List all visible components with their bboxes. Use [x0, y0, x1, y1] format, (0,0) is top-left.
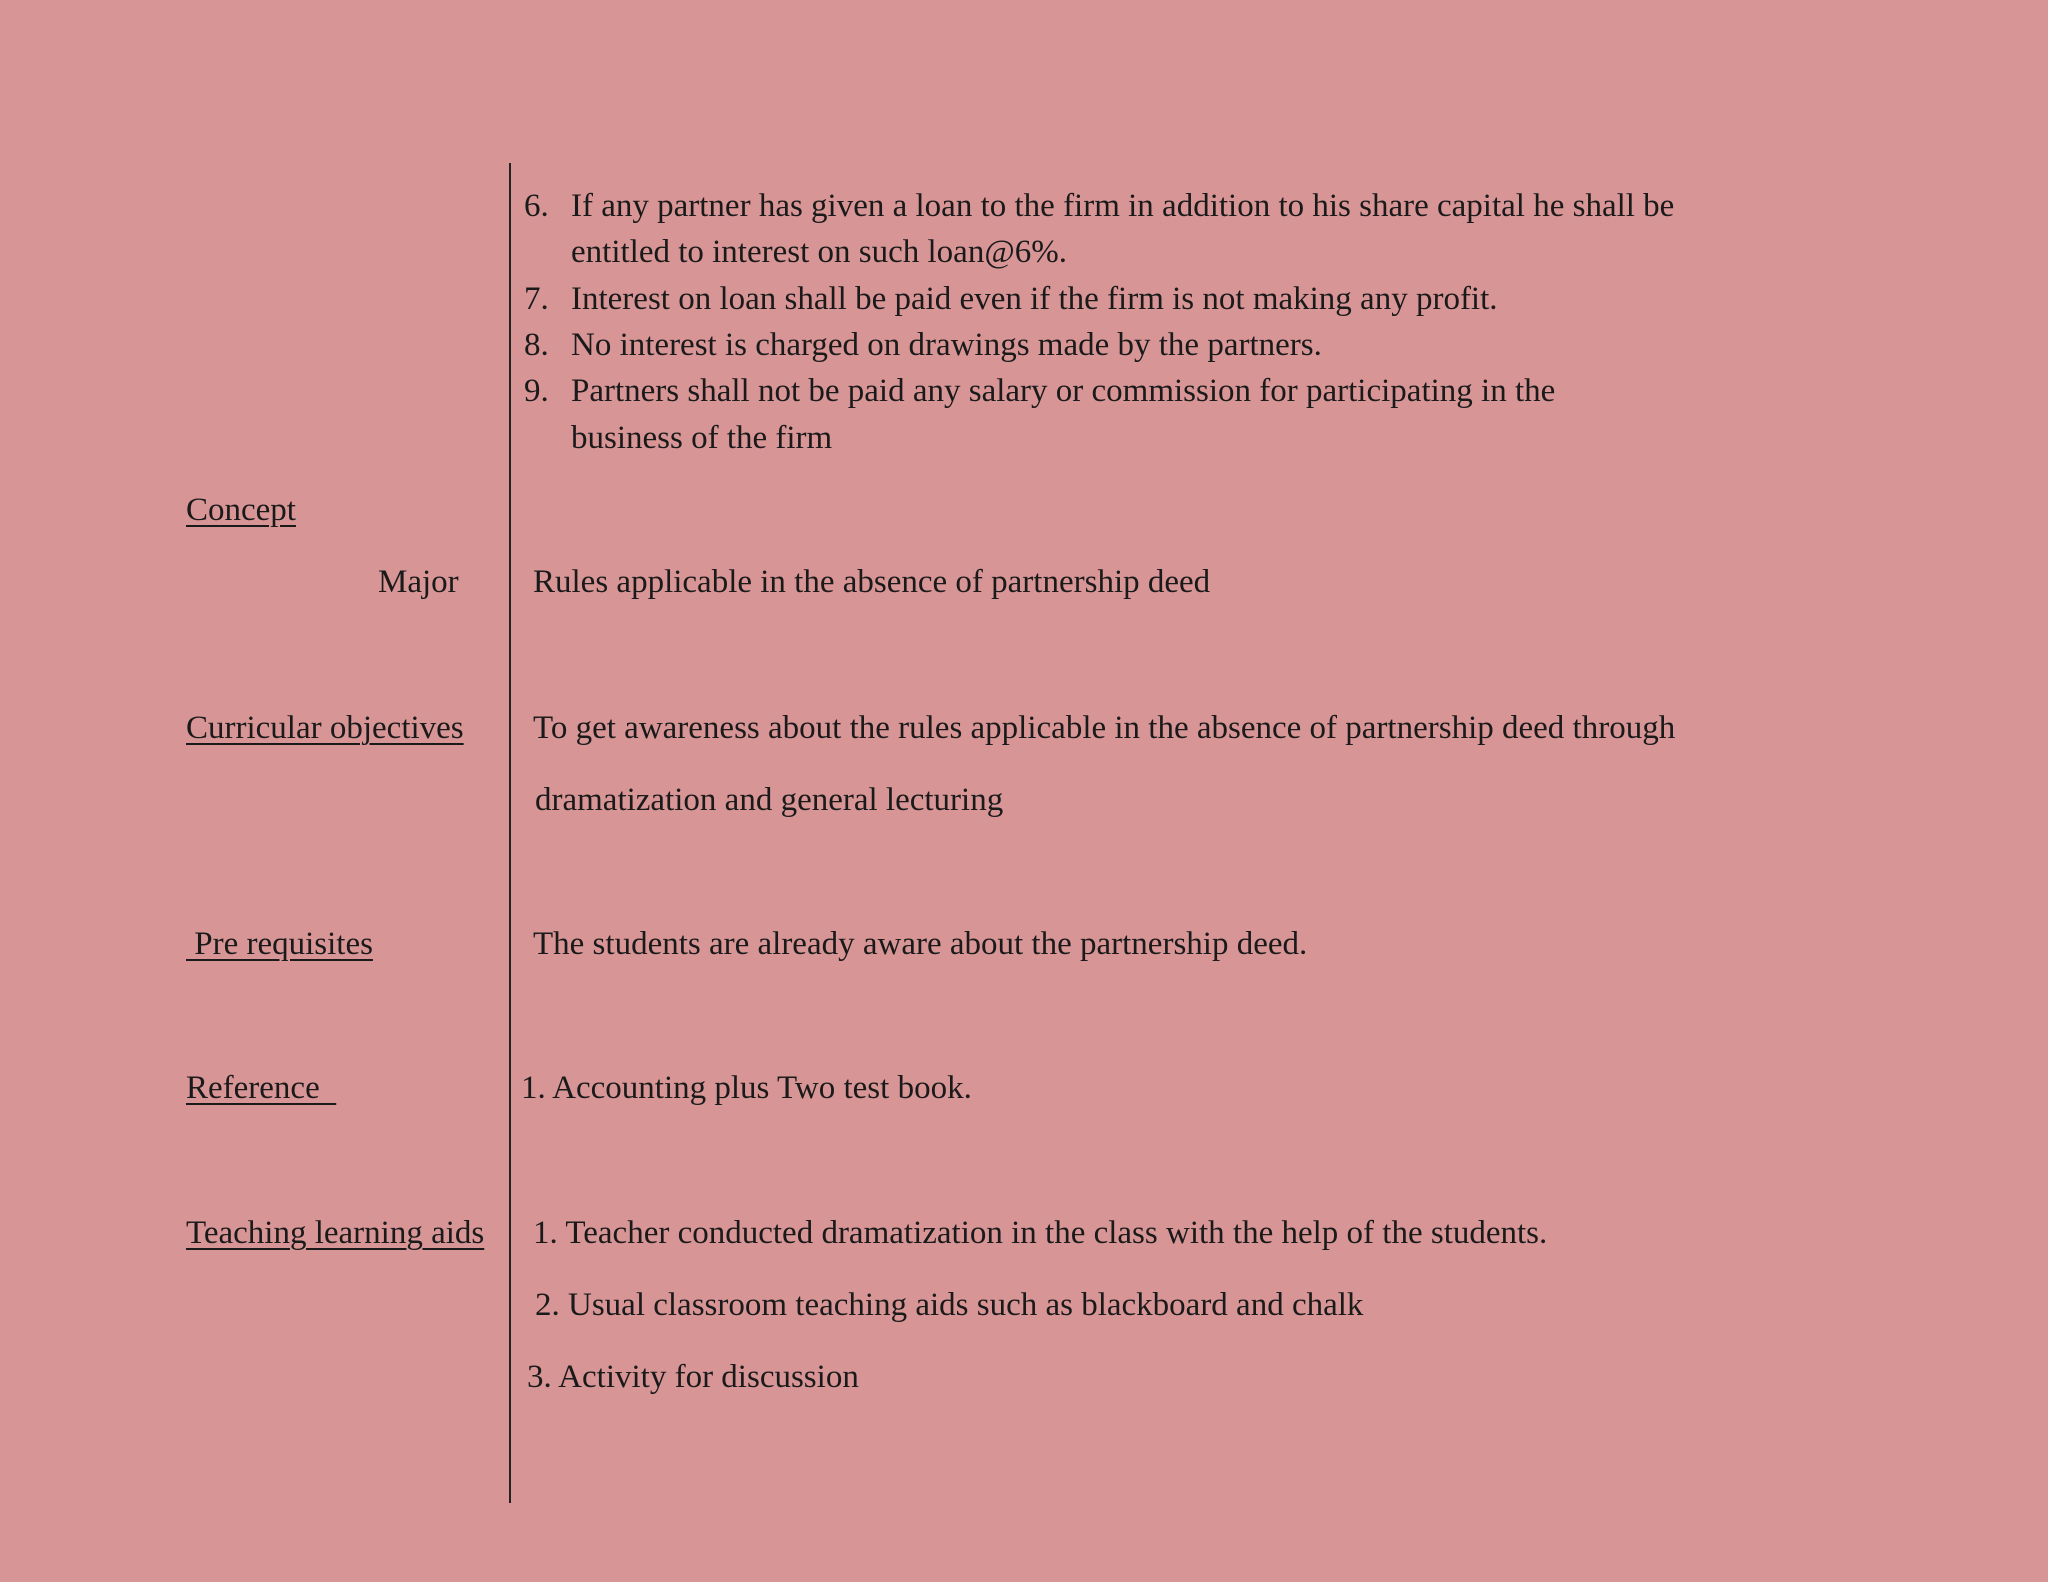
list-item-number: 7.	[524, 281, 549, 317]
teaching-aids-label: Teaching learning aids	[186, 1215, 485, 1251]
list-item-number: 6.	[524, 188, 549, 224]
reference-item: 1. Accounting plus Two test book.	[521, 1070, 972, 1106]
teaching-aids-item: 2. Usual classroom teaching aids such as blackboard and chalk	[535, 1287, 1364, 1323]
list-item-text: No interest is charged on drawings made by the partners.	[571, 327, 1322, 363]
curricular-objectives-text: To get awareness about the rules applicable in the absence of partnership deed through	[533, 710, 1676, 746]
concept-label: Concept	[186, 492, 296, 528]
pre-requisites-text: The students are already aware about the partnership deed.	[533, 926, 1308, 962]
curricular-objectives-text: dramatization and general lecturing	[535, 782, 1004, 818]
major-concept-label: Major	[378, 564, 459, 600]
curricular-objectives-label: Curricular objectives	[186, 710, 464, 746]
teaching-aids-item: 3. Activity for discussion	[527, 1359, 859, 1395]
list-item-text: If any partner has given a loan to the firm in addition to his share capital he shall be	[571, 188, 1675, 224]
list-item-number: 8.	[524, 327, 549, 363]
list-item-text: Partners shall not be paid any salary or commission for participating in the	[571, 373, 1556, 409]
list-item-number: 9.	[524, 373, 549, 409]
list-item-text: business of the firm	[571, 420, 833, 456]
pre-requisites-label: Pre requisites	[186, 926, 373, 962]
list-item-text: Interest on loan shall be paid even if the firm is not making any profit.	[571, 281, 1498, 317]
major-concept-text: Rules applicable in the absence of partnership deed	[533, 564, 1211, 600]
teaching-aids-item: 1. Teacher conducted dramatization in the class with the help of the students.	[533, 1215, 1548, 1251]
list-item-text: entitled to interest on such loan@6%.	[571, 234, 1067, 270]
vertical-divider-line	[509, 163, 511, 1503]
reference-label: Reference	[186, 1070, 337, 1106]
